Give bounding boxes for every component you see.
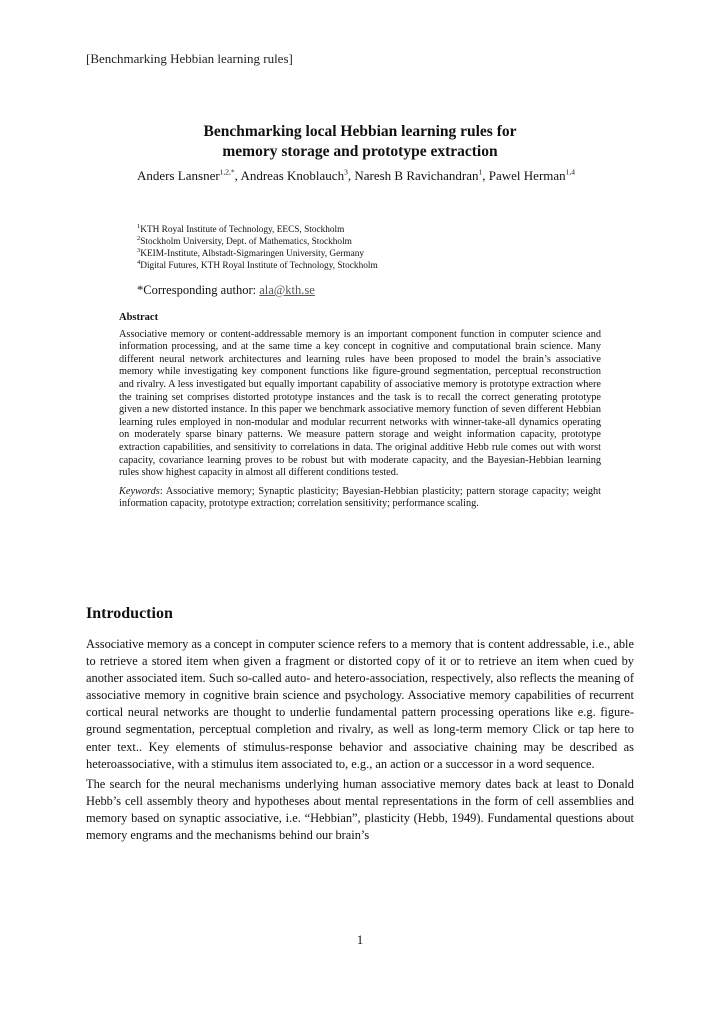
author-affiliation-marker: 1,2,*	[219, 167, 235, 177]
affiliation-marker: 4	[137, 258, 141, 266]
author-name: Pawel Herman	[488, 168, 566, 183]
author-affiliation-marker: 1,4	[565, 167, 576, 177]
keywords	[119, 486, 601, 511]
author-separator: ,	[234, 168, 241, 183]
affiliation-marker: 1	[137, 222, 141, 230]
running-head: [Benchmarking Hebbian learning rules]	[86, 51, 293, 66]
corresponding-author-label: *Corresponding author:	[137, 283, 260, 297]
author-separator: ,	[482, 168, 489, 183]
author-name: Andreas Knoblauch	[240, 168, 345, 183]
affiliation-list	[137, 224, 597, 272]
section-heading-introduction: Introduction	[86, 605, 173, 622]
author-name: Naresh B Ravichandran	[354, 168, 479, 183]
affiliation-text: Digital Futures, KTH Royal Institute of Technology, Stockholm	[140, 261, 378, 271]
affiliation-marker: 2	[137, 234, 141, 242]
affiliation-text: Stockholm University, Dept. of Mathematics, Stockholm	[140, 237, 352, 247]
author-separator: ,	[347, 168, 355, 183]
introduction-body	[86, 636, 634, 847]
affiliation	[137, 224, 597, 236]
author-affiliation-marker: 3	[344, 167, 348, 177]
affiliation-marker: 3	[137, 246, 141, 254]
page-number: 1	[356, 933, 364, 947]
title-line-1: Benchmarking local Hebbian learning rules for	[203, 123, 517, 140]
abstract-body: Associative memory or content-addressable memory is an important component function in computer science and information processing, and at the same time a key concept in cognitive and computational brain science. Many different neural network architectures and learning rules have been proposed to model the brain’s associative memory while investigating key component functions like figure-ground segmentation, perceptual reconstruction and rivalry. A less investigated but equally important capability of associative memory is prototype extraction where the training set comprises distorted prototype instances and the task is to recall the correct generating prototype given a new distorted instance. In this paper we benchmark associative memory function of seven different Hebbian learning rules employed in non-modular and modular recurrent networks with winner-take-all dynamics operating on moderately sparse binary patterns. We measure pattern storage and weight information capacity, prototype extraction capabilities, and sensitivity to correlations in data. The original additive Hebb rule comes out with worst capacity, covariance learning proves to be robust but with moderate capacity, and the Bayesian-Hebbian learning rules show highest capacity in almost all different conditions tested.	[119, 328, 601, 479]
author-name: Anders Lansner	[137, 168, 220, 183]
corresponding-author	[137, 282, 315, 298]
author-list	[137, 167, 597, 184]
title-line-2: memory storage and prototype extraction	[222, 143, 498, 160]
author-affiliation-marker: 1	[478, 167, 483, 177]
affiliation	[137, 260, 597, 272]
body-paragraph: The search for the neural mechanisms underlying human associative memory dates back at least to Donald Hebb’s cell assembly theory and hypotheses about mental representations in the form of cell assemblies and memory based on synaptic associative, i.e. “Hebbian”, plasticity (Hebb, 1949). Fundamental questions about memory engrams and the mechanisms behind our brain’s	[86, 776, 634, 843]
affiliation	[137, 248, 597, 260]
affiliation-text: KEIM-Institute, Albstadt-Sigmaringen University, Germany	[140, 249, 365, 259]
keywords-label: Keywords	[119, 485, 160, 497]
affiliation	[137, 236, 597, 248]
abstract-section	[119, 312, 601, 511]
body-paragraph: Associative memory as a concept in computer science refers to a memory that is content addressable, i.e., able to retrieve a stored item when given a fragment or distorted copy of it or to retrieve an item when cued by another associated item. Such so-called auto- and hetero-association, respectively, also reflects the meaning of associative memory in cognitive brain science and psychology. Associative memory capabilities of recurrent cortical neural networks are thought to underlie fundamental pattern processing operations like e.g. figure-ground segmentation, perceptual completion and rivalry, as well as long-term memory Click or tap here to enter text.. Key elements of stimulus-response behavior and associative chaining may be described as heteroassociative, with a stimulus item associated to, e.g., an action or a successor in a word sequence.	[86, 637, 634, 771]
keywords-text: : Associative memory; Synaptic plasticity; Bayesian-Hebbian plasticity; pattern storage capacity; weight information capacity, prototype extraction; correlation sensitivity; performance scaling.	[119, 485, 601, 510]
paper-title	[86, 122, 634, 162]
corresponding-email-link[interactable]: ala@kth.se	[259, 283, 315, 297]
affiliation-text: KTH Royal Institute of Technology, EECS, Stockholm	[140, 225, 345, 235]
abstract-heading: Abstract	[119, 312, 159, 323]
